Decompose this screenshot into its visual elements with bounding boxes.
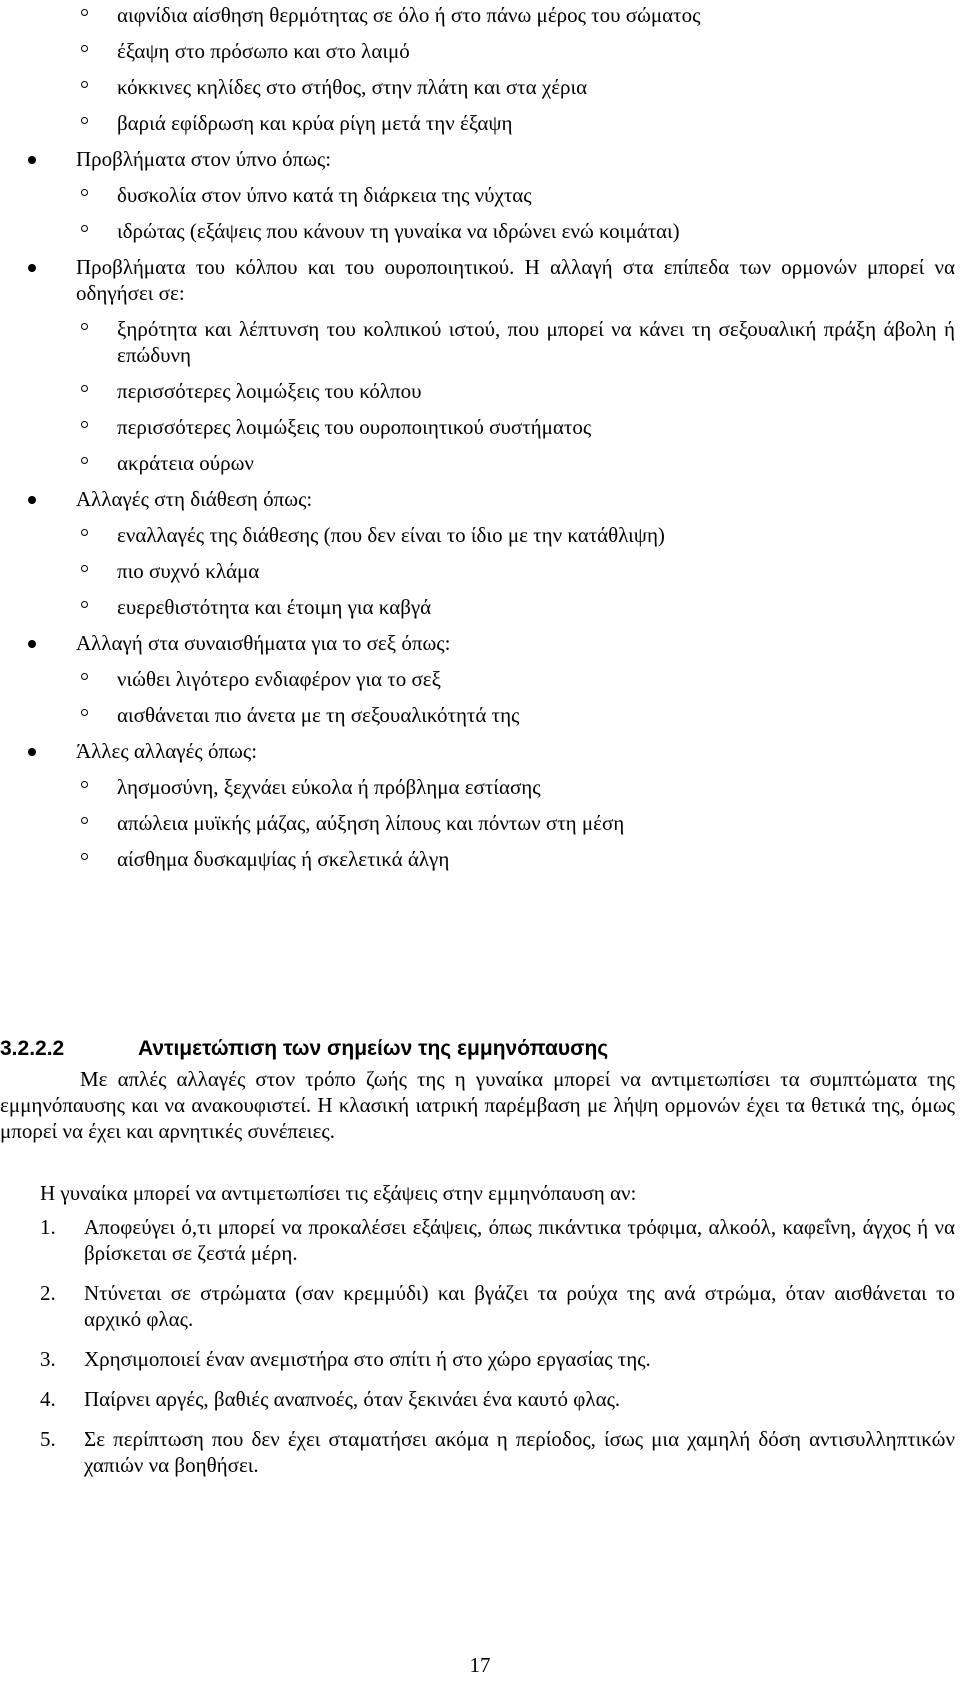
sub-bullet-item	[117, 218, 955, 244]
sub-bullet-item	[117, 702, 955, 728]
section-title: Αντιμετώπιση των σημείων της εμμηνόπαυσης	[138, 1037, 609, 1060]
page-number: 17	[469, 1653, 491, 1677]
bullet-text: ευερεθιστότητα και έτοιμη για καβγά	[117, 595, 432, 619]
bullet-text: νιώθει λιγότερο ενδιαφέρον για το σεξ	[117, 667, 441, 691]
item-text: Παίρνει αργές, βαθιές αναπνοές, όταν ξεκινάει ένα καυτό φλας.	[84, 1387, 621, 1411]
bullet-text: αιφνίδια αίσθηση θερμότητας σε όλο ή στο πάνω μέρος του σώματος	[117, 3, 701, 27]
sub-bullet-item	[117, 110, 955, 136]
bullet-text: έξαψη στο πρόσωπο και στο λαιμό	[117, 39, 410, 63]
bullet-text: δυσκολία στον ύπνο κατά τη διάρκεια της νύχτας	[117, 183, 532, 207]
sub-bullet-item	[117, 316, 955, 368]
sub-bullet-item	[117, 38, 955, 64]
sub-bullet-item	[117, 846, 955, 872]
numbered-item	[0, 1426, 955, 1478]
bullet-item	[72, 254, 955, 306]
hollow-bullet-icon	[81, 601, 88, 608]
bullet-item	[72, 738, 955, 764]
sub-bullet-item	[117, 666, 955, 692]
numbered-item	[0, 1346, 955, 1372]
hollow-bullet-icon	[81, 565, 88, 572]
hollow-bullet-icon	[81, 45, 88, 52]
bullet-text: Προβλήματα στον ύπνο όπως:	[76, 147, 332, 171]
hollow-bullet-icon	[81, 529, 88, 536]
sub-bullet-item	[117, 810, 955, 836]
item-text: Ντύνεται σε στρώματα (σαν κρεμμύδι) και βγάζει τα ρούχα της ανά στρώμα, όταν αισθάνεται το αρχικό φλας.	[84, 1281, 955, 1331]
hollow-bullet-icon	[81, 817, 88, 824]
bullet-item	[72, 146, 955, 172]
bullet-text: περισσότερες λοιμώξεις του ουροποιητικού συστήματος	[117, 415, 592, 439]
bullet-dot-icon	[28, 156, 36, 164]
sub-bullet-item	[117, 522, 955, 548]
sub-bullet-item	[117, 558, 955, 584]
numbered-item	[0, 1386, 955, 1412]
hollow-bullet-icon	[81, 81, 88, 88]
item-number: 4.	[40, 1387, 56, 1411]
bullet-text: αισθάνεται πιο άνετα με τη σεξουαλικότητά της	[117, 703, 520, 727]
bullet-item	[72, 630, 955, 656]
hollow-bullet-icon	[81, 385, 88, 392]
numbered-item	[0, 1280, 955, 1332]
hot-flash-intro-text: Η γυναίκα μπορεί να αντιμετωπίσει τις εξάψεις στην εμμηνόπαυση αν:	[40, 1181, 637, 1205]
item-text: Σε περίπτωση που δεν έχει σταματήσει ακόμα η περίοδος, ίσως μια χαμηλή δόση αντισυλληπτικών χαπιών να βοηθήσει.	[84, 1427, 955, 1477]
item-number: 1.	[40, 1215, 56, 1239]
sub-bullet-item	[117, 378, 955, 404]
bullet-text: απώλεια μυϊκής μάζας, αύξηση λίπους και πόντων στη μέση	[117, 811, 625, 835]
hollow-bullet-icon	[81, 709, 88, 716]
hollow-bullet-icon	[81, 117, 88, 124]
hollow-bullet-icon	[81, 323, 88, 330]
bullet-text: ιδρώτας (εξάψεις που κάνουν τη γυναίκα να ιδρώνει ενώ κοιμάται)	[117, 219, 680, 243]
numbered-item	[0, 1214, 955, 1266]
hollow-bullet-icon	[81, 225, 88, 232]
bullet-text: λησμοσύνη, ξεχνάει εύκολα ή πρόβλημα εστίασης	[117, 775, 541, 799]
bullet-dot-icon	[28, 748, 36, 756]
item-text: Χρησιμοποιεί έναν ανεμιστήρα στο σπίτι ή στο χώρο εργασίας της.	[84, 1347, 651, 1371]
hollow-bullet-icon	[81, 457, 88, 464]
sub-bullet-item	[117, 594, 955, 620]
bullet-text: ακράτεια ούρων	[117, 451, 254, 475]
bullet-dot-icon	[28, 264, 36, 272]
sub-bullet-item	[117, 774, 955, 800]
sub-bullet-item	[117, 450, 955, 476]
bullet-text: Προβλήματα του κόλπου και του ουροποιητικού. Η αλλαγή στα επίπεδα των ορμονών μπορεί να οδηγήσει σε:	[76, 255, 955, 305]
section-heading	[0, 1036, 955, 1062]
sub-bullet-item	[117, 74, 955, 100]
bullet-dot-icon	[28, 496, 36, 504]
bullet-dot-icon	[28, 640, 36, 648]
bullet-text: εναλλαγές της διάθεσης (που δεν είναι το ίδιο με την κατάθλιψη)	[117, 523, 665, 547]
hollow-bullet-icon	[81, 189, 88, 196]
symptom-bullet-list	[0, 2, 960, 872]
bullet-text: κόκκινες κηλίδες στο στήθος, στην πλάτη και στα χέρια	[117, 75, 588, 99]
sub-bullet-item	[117, 182, 955, 208]
bullet-text: Άλλες αλλαγές όπως:	[76, 739, 258, 763]
intro-paragraph-text: Με απλές αλλαγές στον τρόπο ζωής της η γυναίκα μπορεί να αντιμετωπίσει τα συμπτώματα της εμμηνόπαυσης και να ανακουφιστεί. Η κλασική ιατρική παρέμβαση με λήψη ορμονών έχει τα θετικά της, όμως μπορεί να έχει και αρνητικές συνέπειες.	[0, 1067, 955, 1143]
hot-flash-tips-list	[0, 1214, 955, 1492]
hollow-bullet-icon	[81, 9, 88, 16]
sub-bullet-item	[117, 2, 955, 28]
hollow-bullet-icon	[81, 673, 88, 680]
section-number: 3.2.2.2	[0, 1037, 65, 1060]
bullet-text: βαριά εφίδρωση και κρύα ρίγη μετά την έξαψη	[117, 111, 513, 135]
bullet-text: αίσθημα δυσκαμψίας ή σκελετικά άλγη	[117, 847, 450, 871]
hollow-bullet-icon	[81, 853, 88, 860]
sub-bullet-item	[117, 414, 955, 440]
item-text: Αποφεύγει ό,τι μπορεί να προκαλέσει εξάψεις, όπως πικάντικα τρόφιμα, αλκοόλ, καφεΐνη, άγχος ή να βρίσκεται σε ζεστά μέρη.	[84, 1215, 955, 1265]
bullet-item	[72, 486, 955, 512]
item-number: 2.	[40, 1281, 56, 1305]
bullet-text: Αλλαγές στη διάθεση όπως:	[76, 487, 313, 511]
hollow-bullet-icon	[81, 421, 88, 428]
intro-paragraph	[0, 1066, 955, 1144]
item-number: 5.	[40, 1427, 56, 1451]
hot-flash-intro	[0, 1180, 955, 1206]
bullet-text: πιο συχνό κλάμα	[117, 559, 260, 583]
item-number: 3.	[40, 1347, 56, 1371]
bullet-text: ξηρότητα και λέπτυνση του κολπικού ιστού, που μπορεί να κάνει τη σεξουαλική πράξη άβολη ή επώδυνη	[117, 317, 955, 367]
hollow-bullet-icon	[81, 781, 88, 788]
bullet-text: Αλλαγή στα συναισθήματα για το σεξ όπως:	[76, 631, 451, 655]
bullet-text: περισσότερες λοιμώξεις του κόλπου	[117, 379, 422, 403]
